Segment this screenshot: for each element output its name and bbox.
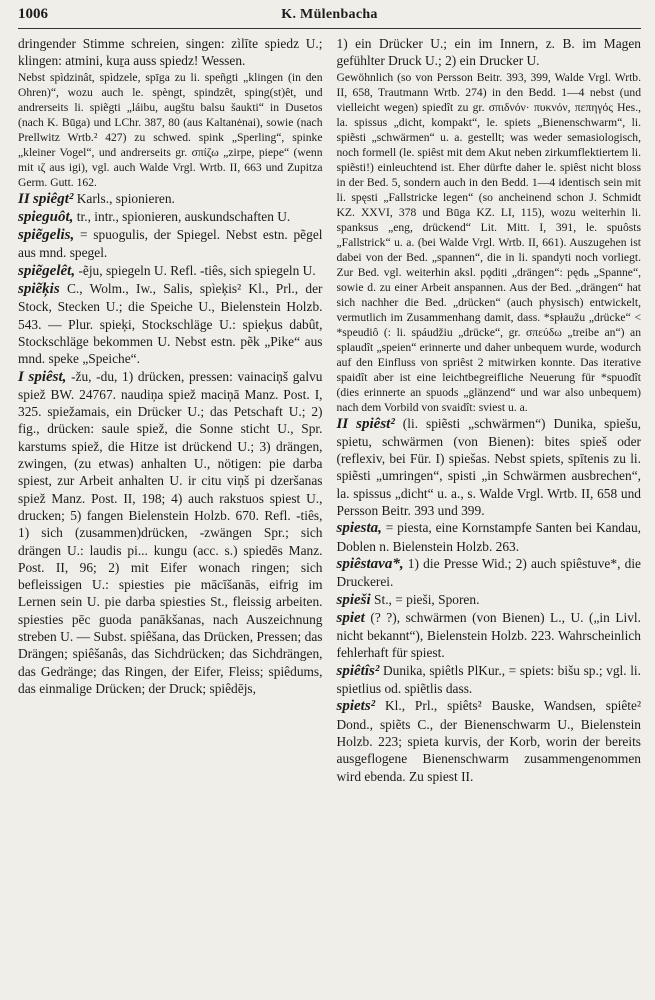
etymology-note: Nebst spìdzinât, spìdzele, spīga zu li. speñgti „klingen (in den Ohren)“, wozu auch le. spèngt, spindzêt, sping(st)êt, und andrerseits li. spiẽgti „láibu, augštu balsu šaukti“ in Dusetos (nach K. Būga) und LChr. 387, 80 (aus Kaltanėnai), sowie (nach Prellwitz Wrtb.² 427) zu schwed. spink „Sperling“, spinke „kleiner Vogel“, und andrerseits gr. σπίζω „zirpe, piepe“ (wenn mit ιζ aus igi), vgl. auch Walde Vrgl. Wrtb. II, 663 und Zupitza Germ. Gutt. 162. (18, 70, 323, 189)
headword: spiets² (336, 698, 376, 715)
dictionary-entry (18, 190, 323, 208)
dictionary-entry (337, 591, 642, 609)
etymology-note: Gewöhnlich (so von Persson Beitr. 393, 399, Walde Vrgl. Wrtb. II, 658, Trautmann Wrtb. 274) in den Bedd. 1—4 nebst (und vielleicht wegen) spiedît zu gr. σπιδνόν· πυκνόν, πεπηγός Hes., la. spissus „dicht, kompakt“, le. spiets „Bienenschwarm“, li. spiẽsti „schwärmen“ u. a. gestellt; was weder semasiologisch, noch formell (le. spiêst mit dem Akut neben zirkumflektiertem li. spiẽsti!) einleuchtend ist. Eher dürfte daher le. spiêst nicht bloss in der Bed. 5, sondern auch in den Bedd. 1—4 identisch sein mit li. spęsti „Fallstricke legen“ (so ancheinend schon J. Schmidt KZ. XXVI, 378 und Būga KZ. LI, 115), wozu weiterhin li. spanksus „eng, drückend“ Lit. Mitt. I, 391, le. spuôsts „Fallstrick“ u. a. (bei Walde Vrgl. Wrtb. II, 661). Auszugehen ist dabei von der Bed. „spannen“, die in li. spandyti noch vorliegt. Zur Bed. vgl. weiterhin aksl. pǫditi „drängen“: pędь „Spanne“, sowie d. zu einer Arbeit anspannen. Aus der Bed. „drängen“ hat sich nachher die Bed. „drücken“ (auch physisch) entwickelt, vermutlich im Zusammenhang damit, dass. *spłaužu „drücke“ < *speudiô (: li. spáudžiu „drücke“, gr. σπεύδω „treibe an“) an splaudît „speien“ erinnerte und daher unbequem wurde, wodurch auf den Einfluss von spriêst 2 mitwirken konnte. Das iterative spaidît aber ist eine leichtbegreifliche Neuerung für *spuodît (dies erinnerte an spuods „glänzend“ und war also unbequem) nach dem Vorbild von svaidît: sviest u. a. (336, 70, 641, 414)
dictionary-entry (18, 368, 323, 698)
dictionary-entry (337, 662, 642, 698)
headword: spiêgt² (33, 190, 74, 207)
headword: spiẽgelis, (18, 227, 75, 244)
page-header (18, 6, 641, 29)
entry-definition: = spuogulis, der Spiegel. Nebst estn. pẽgel aus mnd. spegel. (18, 227, 323, 261)
entry-definition: St., = pieši, Sporen. (374, 591, 480, 607)
dictionary-entry (18, 280, 323, 367)
entry-definition: -žu, -du, 1) drücken, pressen: vainaciņš galvu spiež BW. 24767. naudiņa spiež maciņā Manz. Post. I, 325. spiežamais, ein Drücker U.; das Petschaft U.; 2) fig., drücken: saule spiež, die Sonne sticht U., Spr. karstums spiež, die Hitze ist drückend U.; 3) drängen, zwingen, (zu etwas) anhalten U., nötigen: pie darba spiest, zur Arbeit anhalten U. ir citu viņš pi dzeršanas spiež Manz. Post. II, 198; 4) auch rakstuos spiest U., drucken; 5) fangen Bielenstein Holzb. 670. Refl. -tiês, 1) sich (zusammen)drücken, -zwängen Spr.; sich drängen U.: laudis pi... kungu (acc. s.) spiedēs Manz. Post. II, 96; 2) mit Eifer wonach ringen; sich befleissigen U.: spiesties pie mācīšanās, eifrig im Lernen sein U. pie darba spiesties St., fleissig arbeiten. spiesties pēc guoda panākšanas, nach Auszeichnung streben U. — Subst. spiêšana, das Drücken, Pressen; das Drängen; spiêšanâs, das Sichdrücken; das Sichdrängen, das Gedränge; das Ringen, der Eifer, Fleiss; spiêdums, das einmalige Drücken; der Druck; spiêdējs, (18, 368, 323, 696)
headword: spiet (336, 609, 365, 626)
entry-definition: = piesta, eine Kornstampfe Santen bei Kandau, Doblen n. Bielenstein Holzb. 263. (336, 520, 641, 554)
entry-definition: Karls., spionieren. (76, 190, 175, 206)
entry-definition: Kl., Prl., spiêts² Bauske, Wandsen, spiête² Dond., spiẽts C., der Bienenschwarm U., Bielenstein Holzb. 223; spieta kurvis, der Korb, worin der bereits ausgeflogene Bienenschwarm zusammengenommen wird ebenda. Zu spiest II. (336, 698, 641, 784)
homonym-number: II (336, 415, 349, 432)
dictionary-entry (337, 609, 642, 662)
entry-definition: -ẽju, spiegeln U. Refl. -tiês, sich spiegeln U. (78, 262, 316, 278)
entry-definition: Dunika, spiêtls PlKur., = spiets: bišu sp.; vgl. li. spietlius od. spiẽtlis dass. (336, 662, 641, 697)
entry-definition: (li. spiẽsti „schwärmen“) Dunika, spiešu, spietu, schwärmen (von Bienen): bites spieš oder (reflexiv, bei Für. I) spiešas. Nebst spiets, spītenis zu li. spiẽsti „umringen“, spisti „in Schwärmen ausbrechen“, la. spissus „dicht“ u. a., s. Walde Vrgl. Wrtb. II, 658 und Persson Beitr. 393 und 399. (336, 415, 641, 519)
page-number: 1006 (18, 6, 48, 22)
entry-definition: (? ?), schwärmen (von Bienen) L., U. („in Livl. nicht bekannt“), Bielenstein Holzb. 223. Wahrscheinlich fehlerhaft für spiest. (336, 609, 641, 661)
dictionary-entry (337, 415, 642, 520)
dictionary-entry (337, 555, 642, 591)
headword: spiesta, (336, 520, 382, 537)
headword: spiẽķis (18, 281, 60, 298)
dictionary-entry (18, 208, 323, 226)
homonym-number: II (18, 190, 30, 207)
dictionary-entry (18, 262, 323, 280)
headword: spieši (336, 591, 371, 608)
dictionary-entry (337, 519, 642, 555)
running-head: K. Mülenbacha (281, 7, 378, 22)
dictionary-entry (337, 697, 642, 784)
entry-continuation: dringender Stimme schreien, singen: zìlīte spiedz U.; klingen: atmini, kuṟa auss spiedz! Wessen. (18, 36, 323, 69)
left-column (18, 35, 323, 785)
headword: spiêtîs² (336, 662, 380, 679)
dictionary-entry (18, 226, 323, 262)
homonym-number: I (18, 368, 24, 385)
entry-definition: 1) die Presse Wid.; 2) auch spiêstuve*, die Druckerei. (336, 555, 641, 590)
headword: spiêstava*, (336, 555, 404, 572)
right-column (337, 35, 642, 785)
headword: spiêst, (28, 368, 67, 385)
text-columns (18, 35, 641, 785)
entry-definition: tr., intr., spionieren, auskundschaften U. (76, 208, 291, 224)
headword: spieguôt, (18, 208, 74, 225)
entry-definition: C., Wolm., Iw., Salis, spìeķis² Kl., Prl., der Stock, Stecken U.; die Speiche U., Bielenstein Holzb. 543. — Plur. spieķi, Stockschläge U.: spieķus dabût, Stockschläge bekommen U. Nebst estn. pẽk „Pike“ aus mnd. speke „Speiche“. (18, 281, 323, 367)
entry-continuation: 1) ein Drücker U.; ein im Innern, z. B. im Magen gefühlter Druck U.; 2) ein Drucker U. (336, 36, 641, 69)
headword: spiẽgelêt, (18, 262, 76, 279)
headword: spiêst² (356, 415, 395, 432)
